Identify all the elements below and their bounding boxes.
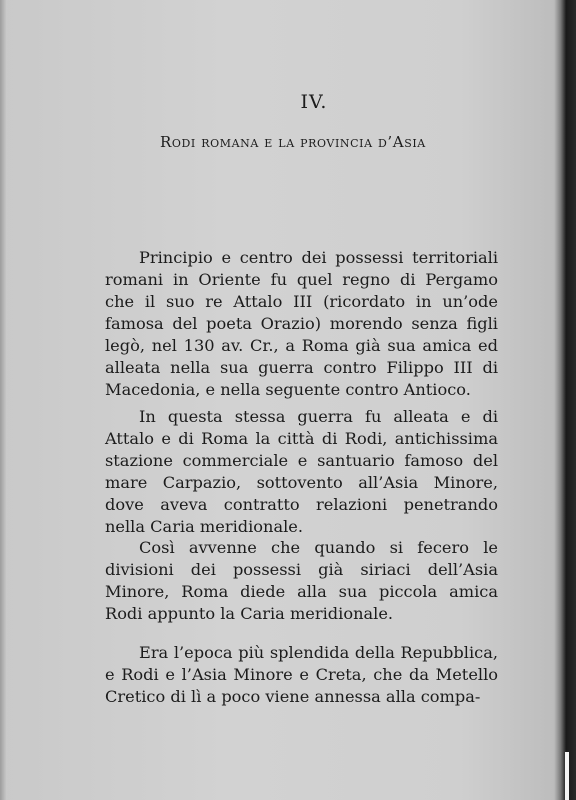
page-left-edge [0,0,6,800]
chapter-title: Rodi romana e la provincia d’Asia [160,133,426,151]
chapter-number: IV. [300,91,328,113]
paragraph-4: Era l’epoca più splendida della Repubblica, e Rodi e l’Asia Minore e Creta, che da Metello Cretico di lì a poco viene annessa alla compa- [105,643,498,706]
paragraph-1: Principio e centro dei possessi territoriali romani in Oriente fu quel regno di Pergamo che il suo re Attalo III (ricordato in un’ode famosa del poeta Orazio) morendo senza figli legò, nel 130 av. Cr., a Roma già sua amica ed alleata nella sua guerra contro Filippo III di Macedonia, e nella seguente contro Antioco. [105,248,498,399]
paragraph-3: Così avvenne che quando si fecero le divisioni dei possessi già siriaci dell’Asia Minore, Roma diede alla sua piccola amica Rodi appunto la Caria meridionale. [105,538,498,623]
scan-artifact-mark [565,752,569,800]
paragraph-2: In questa stessa guerra fu alleata e di Attalo e di Roma la città di Rodi, antichissima stazione commerciale e santuario famoso del mare Carpazio, sottovento all’Asia Minore, dove aveva contratto relazioni penetrando nella Caria meridionale. [105,407,498,536]
book-spine-edge [554,0,576,800]
